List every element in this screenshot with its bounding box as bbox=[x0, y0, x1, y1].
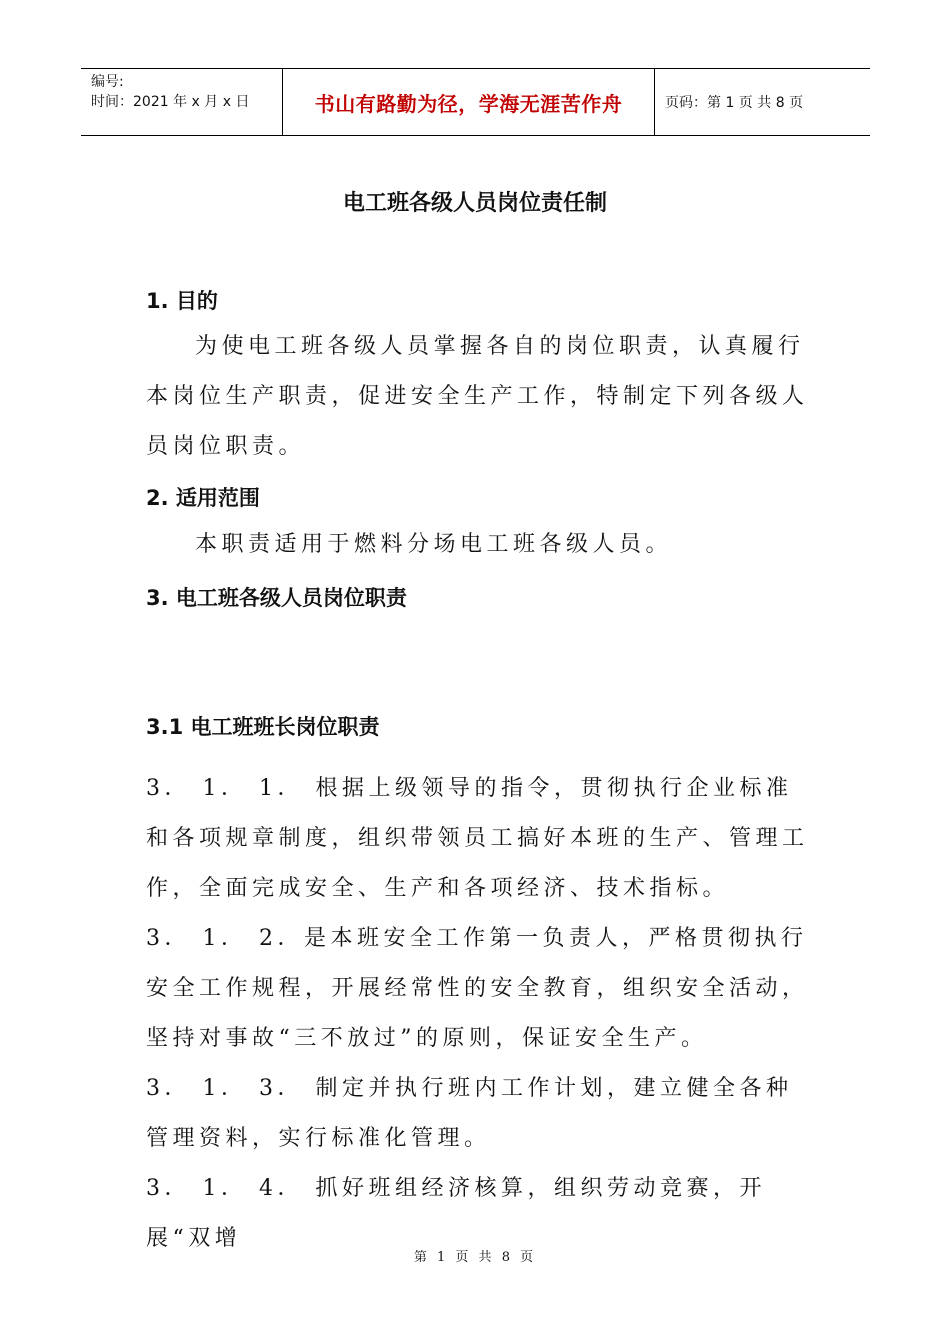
section-1-heading: 1. 目的 bbox=[146, 289, 218, 313]
header-table bbox=[81, 68, 870, 136]
section-1-text: 为使电工班各级人员掌握各自的岗位职责，认真履行本岗位生产职责，促进安全生产工作，特制定下列各级人员岗位职责。 bbox=[146, 334, 809, 459]
page-footer: 第 1 页 共 8 页 bbox=[413, 1250, 537, 1265]
paragraph-3-1-4: 3． 1． 4． 抓好班组经济核算，组织劳动竞赛，开展“双增 bbox=[146, 1176, 766, 1251]
section-2-text: 本职责适用于燃料分场电工班各级人员。 bbox=[195, 532, 673, 557]
document-title: 电工班各级人员岗位责任制 bbox=[342, 191, 607, 216]
page-info: 页码：第 1 页 共 8 页 bbox=[665, 95, 804, 111]
section-3-heading: 3. 电工班各级人员岗位职责 bbox=[146, 586, 407, 610]
section-2-heading: 2. 适用范围 bbox=[146, 486, 260, 510]
number-label: 编号: bbox=[91, 74, 124, 90]
motto: 书山有路勤为径，学海无涯苦作舟 bbox=[283, 69, 655, 135]
section-3-1-heading: 3.1 电工班班长岗位职责 bbox=[146, 715, 380, 739]
time-label: 时间：2021 年 x 月 x 日 bbox=[91, 94, 250, 110]
paragraph-3-1-3: 3． 1． 3． 制定并执行班内工作计划，建立健全各种管理资料，实行标准化管理。 bbox=[146, 1076, 793, 1151]
paragraph-3-1-1: 3． 1． 1． 根据上级领导的指令，贯彻执行企业标准和各项规章制度，组织带领员工搞好本班的生产、管理工作，全面完成安全、生产和各项经济、技术指标。 bbox=[146, 776, 809, 901]
header-left-cell bbox=[81, 69, 283, 135]
paragraph-3-1-2: 3． 1． 2．是本班安全工作第一负责人，严格贯彻执行安全工作规程，开展经常性的安全教育，组织安全活动，坚持对事故“三不放过”的原则，保证安全生产。 bbox=[146, 926, 809, 1051]
